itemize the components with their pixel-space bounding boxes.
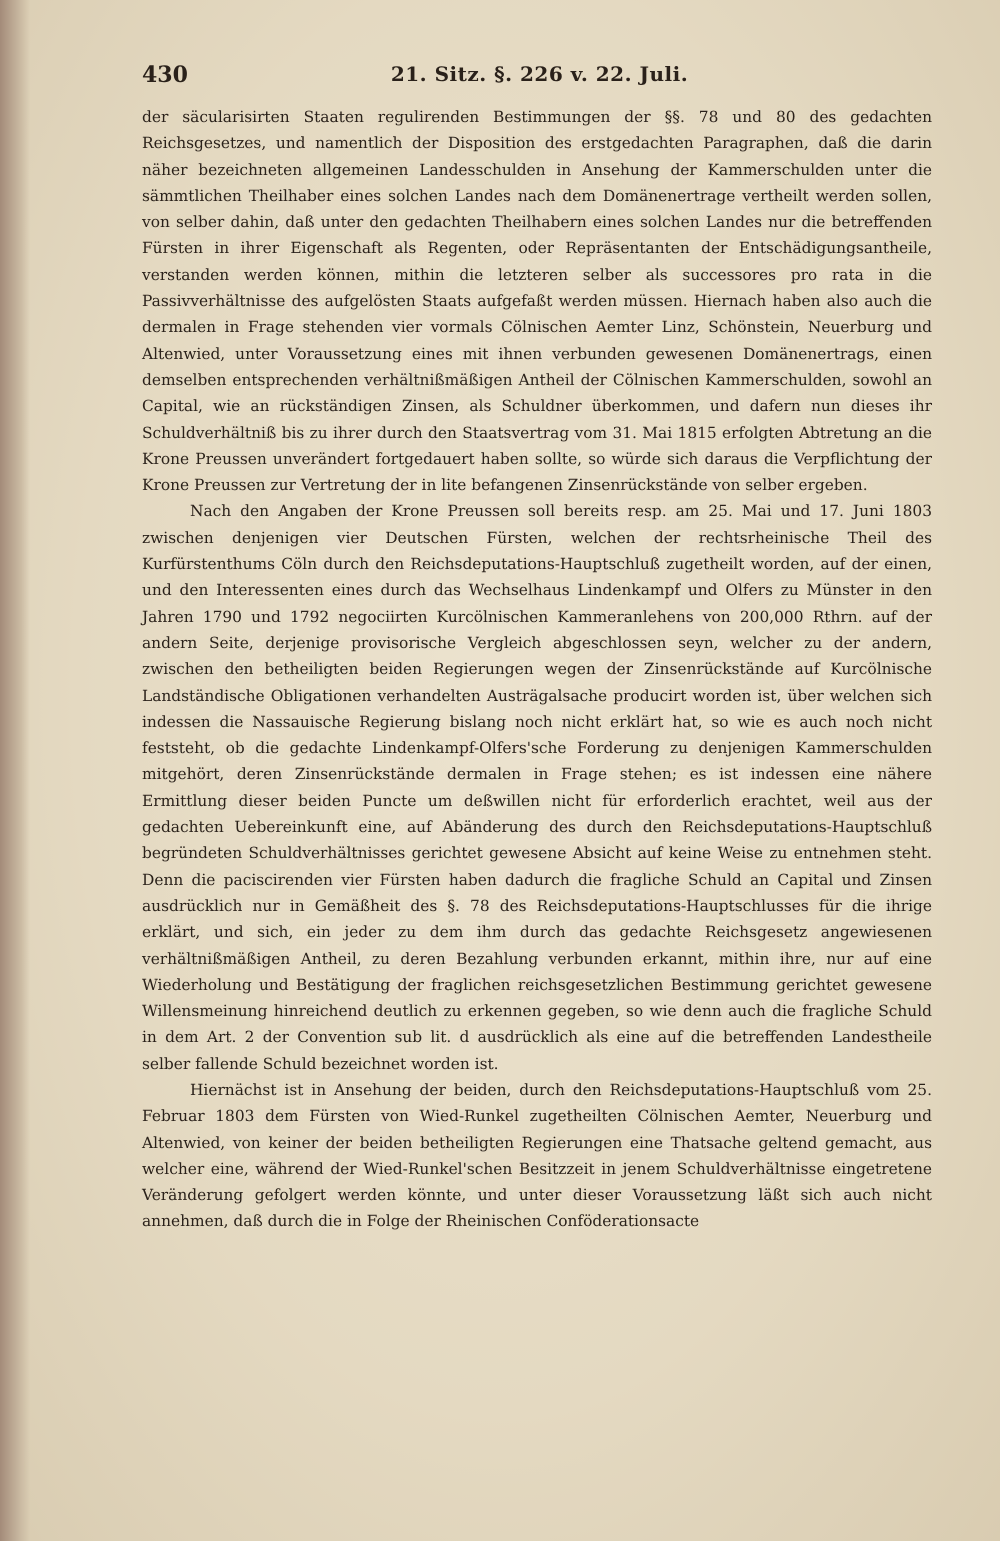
running-head: 21. Sitz. §. 226 v. 22. Juli. [390,62,689,86]
paragraph-2: Nach den Angaben der Krone Preussen soll bereits resp. am 25. Mai und 17. Juni 1803 zwischen denjenigen vier Deutschen Fürsten, welchen der rechtsrheinische Theil des Kurfürstenthums Cöln durch den Reichsdeputations-Hauptschluß zugetheilt worden, auf der einen, und den Interessenten eines durch das Wechselhaus Lindenkampf und Olfers zu Münster in den Jahren 1790 und 1792 negociirten Kurcölnischen Kammeranlehens von 200,000 Rthrn. auf der andern Seite, derjenige provisorische Vergleich abgeschlossen seyn, welcher zu der andern, zwischen den betheiligten beiden Regierungen wegen der Zinsenrückstände auf Kurcölnische Landständische Obligationen verhandelten Austrägalsache producirt worden ist, über welchen sich indessen die Nassauische Regierung bislang noch nicht erklärt hat, so wie es auch noch nicht feststeht, ob die gedachte Lindenkampf-Olfers'sche Forderung zu denjenigen Kammerschulden mitgehört, deren Zinsenrückstände dermalen in Frage stehen; es ist indessen eine nähere Ermittlung dieser beiden Puncte um deßwillen nicht für erforderlich erachtet, weil aus der gedachten Uebereinkunft eine, auf Abänderung des durch den Reichsdeputations-Hauptschluß begründeten Schuldverhältnisses gerichtet gewesene Absicht auf keine Weise zu entnehmen steht. Denn die paciscirenden vier Fürsten haben dadurch die fragliche Schuld an Capital und Zinsen ausdrücklich nur in Gemäßheit des §. 78 des Reichsdeputations-Hauptschlusses für die ihrige erklärt, und sich, ein jeder zu dem ihm durch das gedachte Reichsgesetz angewiesenen verhältnißmäßigen Antheil, zu deren Bezahlung verbunden erkannt, mithin ihre, nur auf eine Wiederholung und Bestätigung der fraglichen reichsgesetzlichen Bestimmung gerichtet gewesene Willensmeinung hinreichend deutlich zu erkennen gegeben, so wie denn auch die fragliche Schuld in dem Art. 2 der Convention sub lit. d ausdrücklich als eine auf die betreffenden Landestheile selber fallende Schuld bezeichnet worden ist. [142,502,932,1073]
page-number: 430 [142,62,188,88]
paragraph-3: Hiernächst ist in Ansehung der beiden, durch den Reichsdeputations-Hauptschluß vom 25. Februar 1803 dem Fürsten von Wied-Runkel zugetheilten Cölnischen Aemter, Neuerburg und Altenwied, von keiner der beiden betheiligten Regierungen eine Thatsache geltend gemacht, aus welcher eine, während der Wied-Runkel'schen Besitzzeit in jenem Schuldverhältnisse eingetretene Veränderung gefolgert werden könnte, und unter dieser Voraussetzung läßt sich auch nicht annehmen, daß durch die in Folge der Rheinischen Conföderationsacte [142,1080,932,1231]
page-header [142,60,937,94]
paragraph-1: der säcularisirten Staaten regulirenden Bestimmungen der §§. 78 und 80 des gedachten Reichsgesetzes, und namentlich der Disposition des erstgedachten Paragraphen, daß die darin näher bezeichneten allgemeinen Landesschulden in Ansehung der Kammerschulden unter die sämmtlichen Theilhaber eines solchen Landes nach dem Domänenertrage vertheilt werden sollen, von selber dahin, daß unter den gedachten Theilhabern eines solchen Landes nur die betreffenden Fürsten in ihrer Eigenschaft als Regenten, oder Repräsentanten der Entschädigungsantheile, verstanden werden können, mithin die letzteren selber als successores pro rata in die Passivverhältnisse des aufgelösten Staats aufgefaßt werden müssen. Hiernach haben also auch die dermalen in Frage stehenden vier vormals Cölnischen Aemter Linz, Schönstein, Neuerburg und Altenwied, unter Voraussetzung eines mit ihnen verbunden gewesenen Domänenertrags, einen demselben entsprechenden verhältnißmäßigen Antheil der Cölnischen Kammerschulden, sowohl an Capital, wie an rückständigen Zinsen, als Schuldner überkommen, und dafern nun dieses ihr Schuldverhältniß bis zu ihrer durch den Staatsvertrag vom 31. Mai 1815 erfolgten Abtretung an die Krone Preussen unverändert fortgedauert haben sollte, so würde sich daraus die Verpflichtung der Krone Preussen zur Vertretung der in lite befangenen Zinsenrückstände von selber ergeben. [142,108,932,495]
page-spine-shadow [0,0,30,1541]
body-text [142,104,932,1235]
